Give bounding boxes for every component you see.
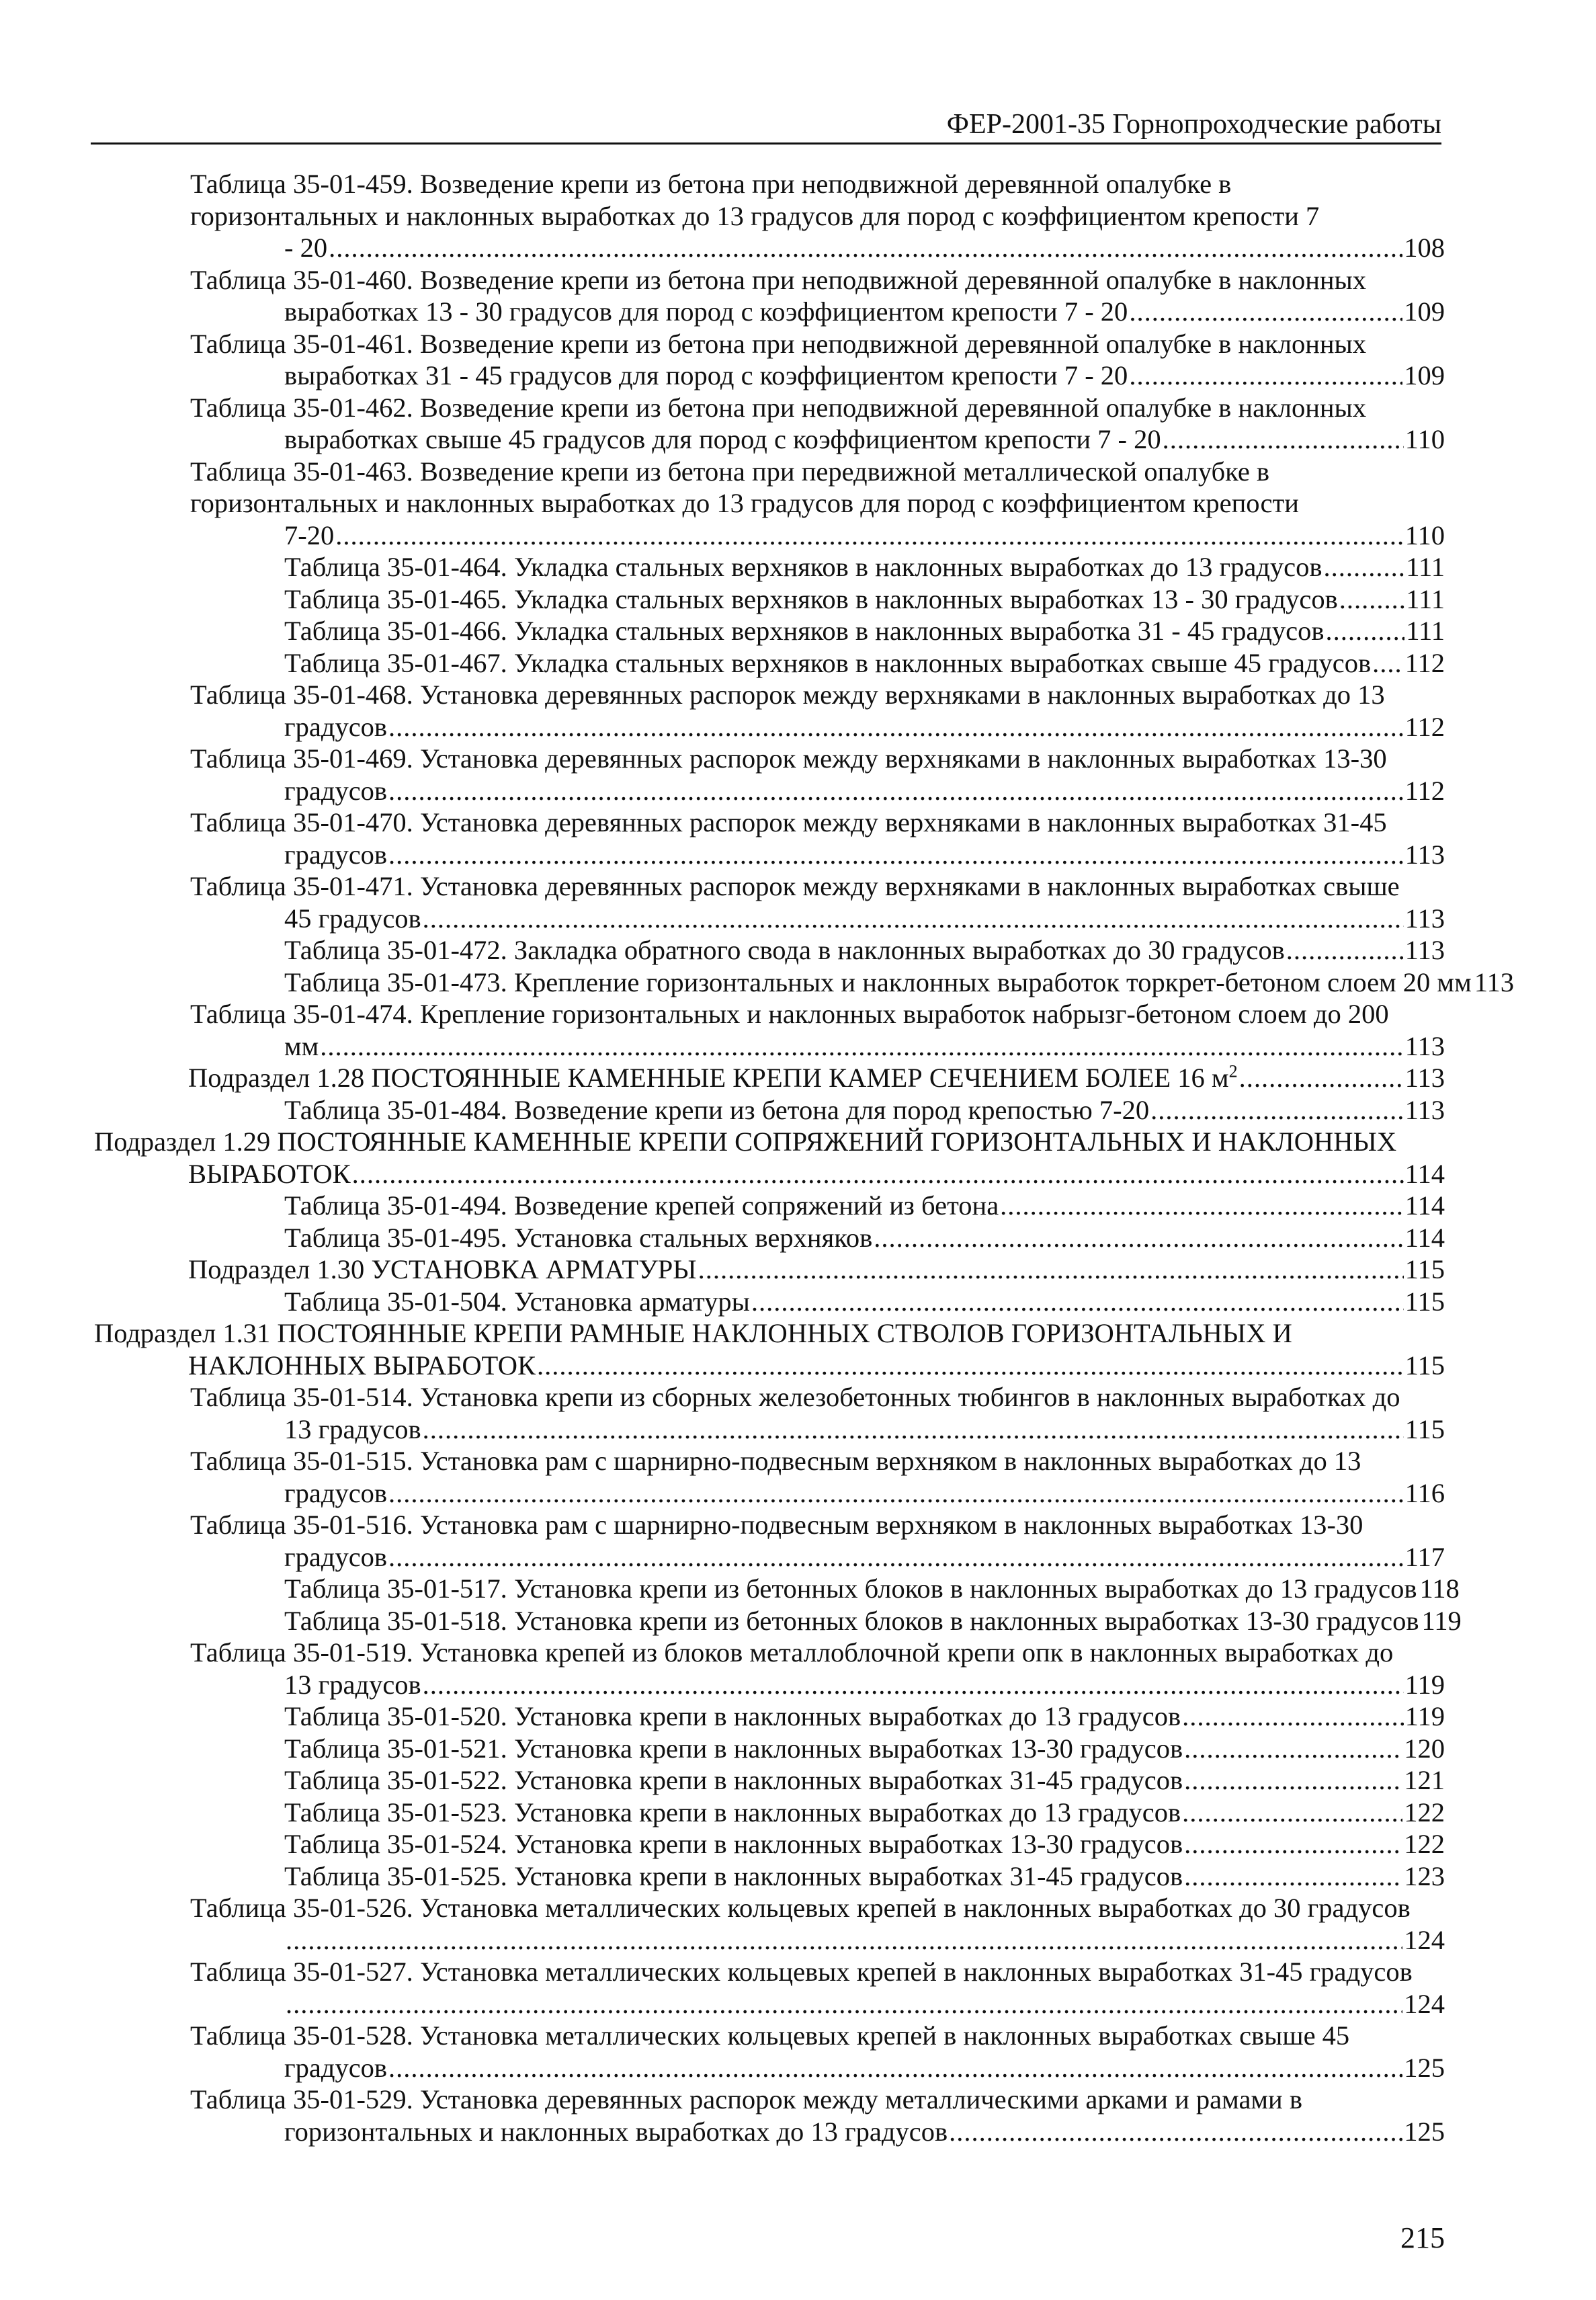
toc-page-number[interactable]: 124	[1404, 1988, 1445, 2019]
toc-entry-title	[284, 1094, 1149, 1126]
toc-entry-text-line: Таблица 35-01-519. Установка крепей из блоков металлоблочной крепи опк в наклонных выработках до	[190, 1637, 1394, 1668]
toc-entry-title-text: Таблица 35-01-518. Установка крепи из бетонных блоков в наклонных выработках 13-30 градусов	[284, 1605, 1419, 1636]
toc-entry-last-line	[284, 1828, 1445, 1860]
dot-leader	[335, 520, 1404, 552]
toc-entry-last-line	[284, 520, 1445, 552]
toc-table-entry[interactable]	[94, 1700, 1445, 1733]
dot-leader	[388, 1477, 1404, 1510]
toc-page-number[interactable]: 119	[1404, 1701, 1445, 1731]
dot-leader	[1339, 583, 1404, 616]
toc-table-entry[interactable]	[94, 1797, 1445, 1829]
toc-entry-last-line	[188, 1158, 1445, 1190]
toc-entry-last-line	[284, 1605, 1462, 1637]
dot-leader	[537, 1350, 1404, 1382]
dot-leader	[1163, 423, 1404, 456]
toc-page-number[interactable]: 117	[1404, 1541, 1445, 1572]
toc-entry-title-text: Таблица 35-01-522. Установка крепи в наклонных выработках 31-45 градусов	[284, 1765, 1183, 1795]
toc-table-entry[interactable]	[94, 2084, 1445, 2147]
dot-leader	[1184, 1860, 1402, 1893]
toc-entry-title	[284, 1797, 1181, 1829]
dot-leader	[1182, 1797, 1402, 1829]
dot-leader	[388, 839, 1404, 871]
toc-entry-title	[284, 1860, 1183, 1893]
toc-entry-title-text: градусов	[284, 1541, 388, 1572]
toc-entry-last-line	[284, 615, 1445, 647]
toc-entry-title-text: Таблица 35-01-472. Закладка обратного свода в наклонных выработках до 30 градусов	[284, 935, 1285, 965]
toc-entry-title	[284, 1700, 1181, 1733]
toc-page-number[interactable]: 113	[1404, 1063, 1445, 1093]
toc-entry-title	[284, 296, 1128, 328]
toc-table-entry[interactable]	[94, 1286, 1445, 1318]
toc-entry-text-line: Таблица 35-01-516. Установка рам с шарнирно-подвесным верхняком в наклонных выработках 13-30	[190, 1510, 1363, 1540]
toc-entry-title	[284, 583, 1338, 616]
toc-table-entry[interactable]	[94, 551, 1445, 583]
toc-entry-title	[284, 711, 387, 743]
toc-entry-title	[284, 423, 1161, 456]
toc-page-number[interactable]: 115	[1404, 1350, 1445, 1381]
toc-entry-title-text: Таблица 35-01-524. Установка крепи в наклонных выработках 13-30 градусов	[284, 1829, 1183, 1859]
dot-leader	[1239, 1062, 1404, 1094]
toc-page-number[interactable]: 114	[1404, 1158, 1445, 1189]
toc-entry-text-line: Таблица 35-01-471. Установка деревянных распорок между верхняками в наклонных выработках свыше	[190, 871, 1400, 901]
toc-entry-title	[284, 1764, 1183, 1797]
toc-entry-last-line	[284, 1988, 1445, 2020]
toc-entry-text-line: горизонтальных и наклонных выработках до 13 градусов для пород с коэффициентом крепости 7	[190, 200, 1320, 231]
dot-leader	[352, 1158, 1404, 1190]
toc-entry-title-text: Подраздел 1.30 УСТАНОВКА АРМАТУРЫ	[188, 1254, 697, 1284]
toc-entry-text-line: Таблица 35-01-459. Возведение крепи из бетона при неподвижной деревянной опалубке в	[190, 169, 1232, 199]
toc-entry-title-text: 13 градусов	[284, 1413, 421, 1444]
toc-entry-title	[284, 1222, 872, 1254]
toc-entry-title-text: градусов	[284, 711, 388, 742]
toc-table-entry[interactable]	[94, 392, 1445, 456]
toc-entry-last-line	[284, 934, 1445, 967]
header-title: ФЕР-2001-35 Горнопроходческие работы	[946, 109, 1441, 140]
toc-entry-title	[284, 903, 421, 935]
toc-entry-title	[284, 1733, 1183, 1765]
toc-entry-title	[188, 1062, 1238, 1094]
toc-entry-title-text: - 20	[284, 233, 328, 263]
toc-page-number[interactable]: 113	[1474, 967, 1514, 997]
toc-entry-title-text: Таблица 35-01-517. Установка крепи из бетонных блоков в наклонных выработках до 13 градусов	[284, 1573, 1417, 1604]
toc-entry-title	[284, 1477, 387, 1510]
dot-leader	[949, 2116, 1402, 2148]
page-number: 215	[1400, 2221, 1445, 2254]
toc-entry-last-line	[284, 1573, 1460, 1605]
toc-entry-title-text: 7-20	[284, 520, 335, 550]
toc-table-entry[interactable]	[94, 1605, 1462, 1637]
toc-page-number[interactable]: 114	[1404, 1190, 1445, 1221]
toc-entry-last-line	[284, 1797, 1445, 1829]
toc-entry-text-line: Таблица 35-01-462. Возведение крепи из бетона при неподвижной деревянной опалубке в наклонных	[190, 392, 1367, 423]
toc-entry-last-line	[284, 2052, 1445, 2084]
toc-entry-title-text: Таблица 35-01-484. Возведение крепи из бетона для пород крепостью 7-20	[284, 1094, 1150, 1125]
toc-page-number[interactable]: 119	[1404, 1669, 1445, 1700]
toc-page-number[interactable]: 108	[1404, 233, 1445, 263]
dot-leader	[423, 903, 1404, 935]
dot-leader	[423, 1669, 1404, 1701]
toc-entry-title-text: Таблица 35-01-467. Укладка стальных верхняков в наклонных выработках свыше 45 градусов	[284, 647, 1372, 678]
toc-page-number[interactable]: 122	[1404, 1797, 1445, 1827]
toc-entry-title-text: горизонтальных и наклонных выработках до 13 градусов	[284, 2116, 948, 2147]
dot-leader	[388, 1541, 1404, 1573]
toc-entry-last-line	[284, 903, 1445, 935]
toc-entry-title-text: выработках 31 - 45 градусов для пород с коэффициентом крепости 7 - 20	[284, 360, 1128, 391]
toc-page-number[interactable]: 122	[1404, 1829, 1445, 1859]
toc-page-number[interactable]: 118	[1419, 1573, 1460, 1604]
dot-leader	[320, 1030, 1403, 1063]
toc-entry-title	[284, 615, 1325, 647]
toc-table-entry[interactable]	[94, 2020, 1445, 2084]
toc-entry-last-line	[284, 711, 1445, 743]
toc-table-entry[interactable]	[94, 679, 1445, 743]
toc-table-entry[interactable]	[94, 1733, 1445, 1765]
toc-page-number[interactable]: 109	[1404, 360, 1445, 391]
dot-leader	[1129, 360, 1402, 392]
toc-entry-title	[284, 1413, 421, 1446]
dot-leader	[1000, 1190, 1404, 1222]
toc-entry-text-line: Таблица 35-01-460. Возведение крепи из бетона при неподвижной деревянной опалубке в наклонных	[190, 264, 1367, 295]
toc-entry-last-line	[188, 1350, 1445, 1382]
toc-entry-last-line	[284, 839, 1445, 871]
toc-page-number[interactable]: 112	[1404, 647, 1445, 678]
toc-entry-text-line: Таблица 35-01-469. Установка деревянных распорок между верхняками в наклонных выработках 13-30	[190, 743, 1387, 774]
toc-entry-title-text: Таблица 35-01-464. Укладка стальных верхняков в наклонных выработках до 13 градусов	[284, 552, 1322, 582]
toc-page-number[interactable]: 113	[1404, 1094, 1445, 1125]
toc-table-entry[interactable]	[94, 1637, 1445, 1700]
toc-entry-last-line	[284, 232, 1445, 264]
toc-entry-title-text: Таблица 35-01-520. Установка крепи в наклонных выработках до 13 градусов	[284, 1701, 1181, 1731]
toc-entry-last-line	[284, 360, 1445, 392]
toc-table-entry[interactable]	[94, 264, 1445, 328]
toc-entry-title	[284, 1605, 1419, 1637]
toc-entry-title-text: 45 градусов	[284, 903, 421, 934]
toc-entry-title-text: Таблица 35-01-494. Возведение крепей сопряжений из бетона	[284, 1190, 999, 1221]
toc-entry-text-line: Таблица 35-01-468. Установка деревянных распорок между верхняками в наклонных выработках до 13	[190, 680, 1385, 710]
toc-entry-title	[188, 1350, 536, 1382]
toc-page-number[interactable]: 124	[1404, 1924, 1445, 1955]
dot-leader	[1372, 647, 1404, 680]
toc-subsection-entry[interactable]	[94, 1317, 1445, 1381]
toc-page-number[interactable]: 110	[1404, 520, 1445, 550]
toc-table-entry[interactable]	[94, 583, 1445, 616]
superscript: 2	[1228, 1061, 1238, 1081]
dot-leader	[1184, 1733, 1402, 1765]
toc-entry-title-text: 13 градусов	[284, 1669, 421, 1700]
toc-entry-text-line: Таблица 35-01-514. Установка крепи из сборных железобетонных тюбингов в наклонных выработках до	[190, 1382, 1400, 1412]
toc-entry-last-line	[284, 1286, 1445, 1318]
toc-entry-title-text: градусов	[284, 839, 388, 870]
toc-entry-last-line	[284, 423, 1445, 456]
toc-page-number[interactable]: 112	[1404, 775, 1445, 806]
toc-entry-last-line	[284, 775, 1445, 807]
toc-subsection-entry[interactable]	[94, 1126, 1445, 1190]
toc-entry-text-line: Подраздел 1.29 ПОСТОЯННЫЕ КАМЕННЫЕ КРЕПИ СОПРЯЖЕНИЙ ГОРИЗОНТАЛЬНЫХ И НАКЛОННЫХ	[94, 1126, 1397, 1157]
toc-subsection-entry[interactable]	[94, 1062, 1445, 1094]
toc-table-entry[interactable]	[94, 1956, 1445, 2020]
toc-entry-title	[284, 520, 334, 552]
toc-entry-title	[284, 2116, 948, 2148]
toc-page-number[interactable]: 114	[1404, 1222, 1445, 1253]
toc-entry-last-line	[188, 1062, 1445, 1094]
toc-page-number[interactable]: 119	[1421, 1605, 1462, 1636]
toc-page-number[interactable]: 113	[1404, 839, 1445, 870]
toc-page-number[interactable]: 111	[1406, 616, 1445, 646]
toc-entry-title-text: градусов	[284, 2052, 388, 2083]
toc-entry-last-line	[284, 1860, 1445, 1893]
dot-leader	[1129, 296, 1402, 328]
toc-entry-title-text: Таблица 35-01-504. Установка арматуры	[284, 1286, 750, 1317]
dot-leader	[1286, 934, 1404, 967]
toc-entry-text-line: Таблица 35-01-528. Установка металлических кольцевых крепей в наклонных выработках свыше 45	[190, 2020, 1350, 2051]
toc-entry-title	[284, 647, 1371, 680]
dot-leader	[329, 232, 1402, 264]
toc-entry-title	[284, 2052, 387, 2084]
toc-entry-text-line: Таблица 35-01-529. Установка деревянных распорок между металлическими арками и рамами в	[190, 2084, 1302, 2114]
dot-leader	[1184, 1828, 1402, 1860]
toc-entry-title	[284, 1573, 1417, 1605]
toc-page-number[interactable]: 111	[1406, 552, 1445, 582]
dot-leader	[751, 1286, 1404, 1318]
toc-entry-last-line	[284, 647, 1445, 680]
dot-leader	[388, 711, 1404, 743]
toc-entry-last-line	[284, 1541, 1445, 1573]
toc-entry-title	[284, 967, 1472, 999]
toc-table-entry[interactable]	[94, 807, 1445, 870]
toc-entry-last-line	[284, 1733, 1445, 1765]
toc-entry-title	[284, 232, 327, 264]
toc-entry-last-line	[284, 1222, 1445, 1254]
toc-entry-last-line	[284, 2116, 1445, 2148]
dot-leader	[423, 1413, 1404, 1446]
toc-entry-title	[284, 839, 387, 871]
toc-table-entry[interactable]	[94, 1764, 1445, 1797]
toc-entry-title	[284, 934, 1285, 967]
toc-entry-title-text: градусов	[284, 775, 388, 806]
toc-entry-last-line	[284, 1413, 1445, 1446]
toc-entry-title-text: Таблица 35-01-495. Установка стальных верхняков	[284, 1222, 873, 1253]
toc-page-number[interactable]: 113	[1404, 935, 1445, 965]
dot-leader	[388, 2052, 1402, 2084]
toc-entry-last-line	[284, 1190, 1445, 1222]
toc-entry-last-line	[284, 1924, 1445, 1957]
toc-page-number[interactable]: 109	[1404, 296, 1445, 327]
dot-leader	[1182, 1700, 1404, 1733]
dot-leader	[1324, 551, 1405, 583]
toc-entry-title	[284, 1541, 387, 1573]
dot-leader	[286, 1924, 1402, 1957]
toc-entry-text-line: Таблица 35-01-461. Возведение крепи из бетона при неподвижной деревянной опалубке в наклонных	[190, 328, 1367, 359]
toc-entry-title-text: выработках свыше 45 градусов для пород с коэффициентом крепости 7 - 20	[284, 424, 1161, 454]
toc-table-entry[interactable]	[94, 1892, 1445, 1956]
toc-entry-text-line: Таблица 35-01-515. Установка рам с шарнирно-подвесным верхняком в наклонных выработках до 13	[190, 1446, 1361, 1476]
toc-entry-title-text: Таблица 35-01-521. Установка крепи в наклонных выработках 13-30 градусов	[284, 1733, 1183, 1764]
toc-table-entry[interactable]	[94, 934, 1445, 967]
toc-table-entry[interactable]	[94, 456, 1445, 552]
toc-entry-title-text: градусов	[284, 1477, 388, 1508]
toc-page-number[interactable]: 113	[1404, 903, 1445, 934]
toc-entry-title-text: Таблица 35-01-465. Укладка стальных верхняков в наклонных выработках 13 - 30 градусов	[284, 583, 1338, 614]
toc-entry-title-text: мм	[284, 1030, 319, 1061]
toc-page-number[interactable]: 120	[1404, 1733, 1445, 1764]
toc-table-entry[interactable]	[94, 1509, 1445, 1573]
toc-table-entry[interactable]	[94, 870, 1445, 934]
toc-subsection-entry[interactable]	[94, 1254, 1445, 1286]
toc-entry-last-line	[284, 1764, 1445, 1797]
toc-page-number[interactable]: 113	[1404, 1030, 1445, 1061]
toc-entry-title-text: Таблица 35-01-523. Установка крепи в наклонных выработках до 13 градусов	[284, 1797, 1181, 1827]
toc-entry-title	[284, 1030, 319, 1063]
toc-page-number[interactable]: 115	[1404, 1254, 1445, 1284]
toc-entry-title	[284, 551, 1322, 583]
toc-table-entry[interactable]	[94, 1828, 1445, 1860]
toc-page-number[interactable]: 125	[1404, 2052, 1445, 2083]
toc-table-entry[interactable]	[94, 1860, 1445, 1893]
toc-table-entry[interactable]	[94, 1222, 1445, 1254]
dot-leader	[698, 1254, 1404, 1286]
toc-table-entry[interactable]	[94, 1094, 1445, 1126]
toc-entry-last-line	[284, 296, 1445, 328]
dot-leader	[1326, 615, 1405, 647]
toc-page-number[interactable]: 123	[1404, 1860, 1445, 1891]
toc-entry-last-line	[284, 1669, 1445, 1701]
toc-table-entry[interactable]	[94, 1573, 1460, 1605]
toc-entry-text-line: Таблица 35-01-526. Установка металлических кольцевых крепей в наклонных выработках до 30 градусов	[190, 1893, 1411, 1923]
toc-table-entry[interactable]	[94, 743, 1445, 807]
toc-entry-text-line: Таблица 35-01-463. Возведение крепи из бетона при передвижной металлической опалубке в	[190, 456, 1270, 487]
toc-entry-title	[188, 1158, 351, 1190]
toc-entry-text-line: Подраздел 1.31 ПОСТОЯННЫЕ КРЕПИ РАМНЫЕ НАКЛОННЫХ СТВОЛОВ ГОРИЗОНТАЛЬНЫХ И	[94, 1318, 1292, 1348]
running-header	[91, 108, 1441, 145]
toc-table-entry[interactable]	[94, 1190, 1445, 1222]
toc-entry-last-line	[284, 967, 1514, 999]
toc-table-entry[interactable]	[94, 168, 1445, 264]
toc-entry-title	[284, 360, 1128, 392]
toc-table-entry[interactable]	[94, 647, 1445, 680]
toc-entry-title-text: Таблица 35-01-473. Крепление горизонтальных и наклонных выработок торкрет-бетоном слоем 20 мм	[284, 967, 1472, 997]
toc-table-entry[interactable]	[94, 998, 1445, 1062]
toc-entry-last-line	[284, 1030, 1445, 1063]
toc-entry-text-line: горизонтальных и наклонных выработках до 13 градусов для пород с коэффициентом крепости	[190, 488, 1299, 518]
toc-table-entry[interactable]	[94, 615, 1445, 647]
toc-page-number[interactable]: 116	[1404, 1477, 1445, 1508]
toc-table-entry[interactable]	[94, 1445, 1445, 1509]
toc-entry-text-line: Таблица 35-01-527. Установка металлических кольцевых крепей в наклонных выработках 31-45 градусов	[190, 1957, 1413, 1987]
toc-entry-title-text: выработках 13 - 30 градусов для пород с коэффициентом крепости 7 - 20	[284, 296, 1128, 327]
toc-entry-last-line	[188, 1254, 1445, 1286]
toc-entry-last-line	[284, 1094, 1445, 1126]
toc-entry-last-line	[284, 583, 1445, 616]
toc-page-number[interactable]: 111	[1406, 583, 1445, 614]
toc-entry-title-text: Подраздел 1.28 ПОСТОЯННЫЕ КАМЕННЫЕ КРЕПИ КАМЕР СЕЧЕНИЕМ БОЛЕЕ 16 м	[188, 1063, 1229, 1093]
toc-entry-title	[284, 1669, 421, 1701]
toc-entry-title-text: Таблица 35-01-525. Установка крепи в наклонных выработках 31-45 градусов	[284, 1860, 1183, 1891]
toc-entry-last-line	[284, 1700, 1445, 1733]
toc-table-entry[interactable]	[94, 967, 1514, 999]
toc-page-number[interactable]: 121	[1404, 1765, 1445, 1795]
toc-page-number[interactable]: 115	[1404, 1286, 1445, 1317]
toc-entry-title-text: ВЫРАБОТОК	[188, 1158, 351, 1189]
toc-page-number[interactable]: 125	[1404, 2116, 1445, 2147]
toc-table-entry[interactable]	[94, 328, 1445, 392]
toc-entry-last-line	[284, 1477, 1445, 1510]
toc-entry-title	[284, 775, 387, 807]
toc-entry-title	[188, 1254, 697, 1286]
toc-page-number[interactable]: 112	[1404, 711, 1445, 742]
toc-page-number[interactable]: 115	[1404, 1413, 1445, 1444]
toc-entry-title	[284, 1190, 999, 1222]
table-of-contents	[94, 168, 1514, 2147]
toc-entry-title	[284, 1286, 750, 1318]
toc-entry-last-line	[284, 551, 1445, 583]
toc-entry-text-line: Таблица 35-01-470. Установка деревянных распорок между верхняками в наклонных выработках 31-45	[190, 807, 1387, 837]
toc-entry-title-text: Таблица 35-01-466. Укладка стальных верхняков в наклонных выработка 31 - 45 градусов	[284, 616, 1325, 646]
dot-leader	[1150, 1094, 1404, 1126]
dot-leader	[874, 1222, 1404, 1254]
dot-leader	[1184, 1764, 1402, 1797]
dot-leader	[286, 1988, 1402, 2020]
toc-entry-title-text: НАКЛОННЫХ ВЫРАБОТОК	[188, 1350, 536, 1381]
toc-entry-text-line: Таблица 35-01-474. Крепление горизонтальных и наклонных выработок набрызг-бетоном слоем до 200	[190, 999, 1389, 1029]
dot-leader	[388, 775, 1404, 807]
toc-page-number[interactable]: 110	[1404, 424, 1445, 454]
toc-entry-title	[284, 1828, 1183, 1860]
toc-table-entry[interactable]	[94, 1381, 1445, 1445]
